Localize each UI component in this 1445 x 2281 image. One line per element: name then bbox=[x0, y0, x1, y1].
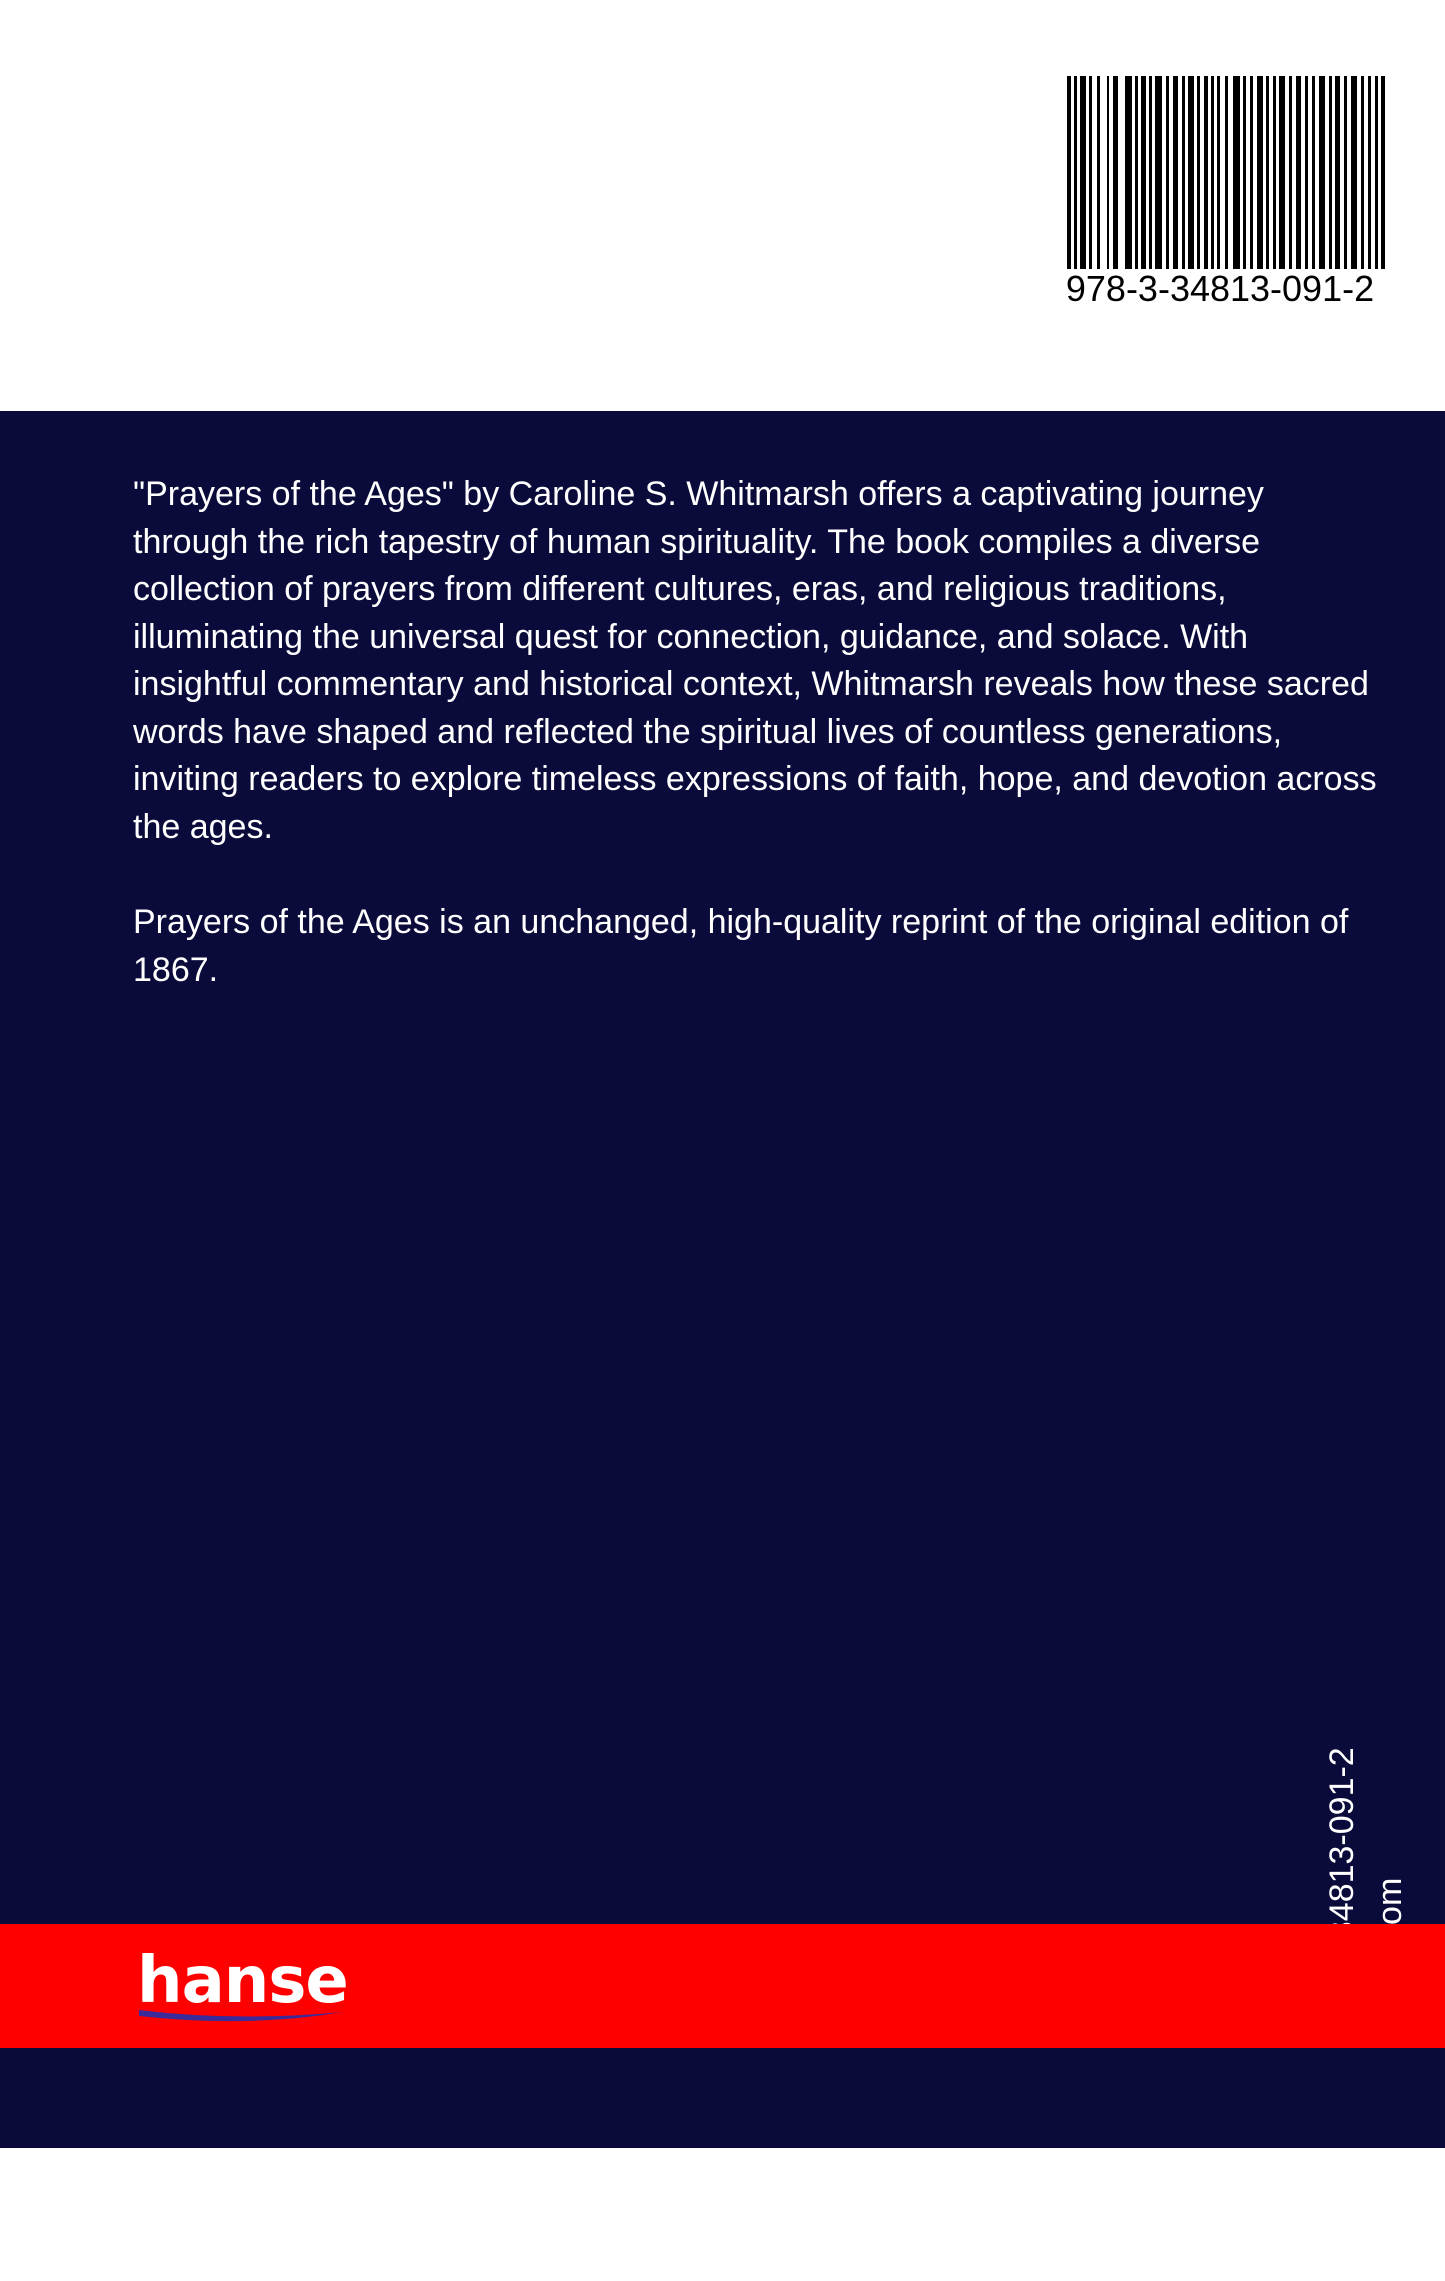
logo-text: hanse bbox=[137, 1944, 348, 2018]
barcode-bars bbox=[1067, 76, 1385, 269]
hanse-logo bbox=[137, 1944, 357, 2030]
barcode bbox=[1055, 72, 1385, 322]
barcode-number: 978-3-34813-091-2 bbox=[1065, 268, 1375, 309]
publisher-band bbox=[0, 1924, 1445, 2048]
description-paragraph-2: Prayers of the Ages is an unchanged, high-quality reprint of the original edition of 1867. bbox=[133, 903, 1349, 989]
book-description bbox=[133, 471, 1383, 1042]
cover-top-area bbox=[0, 0, 1445, 411]
bottom-strip bbox=[0, 2048, 1445, 2148]
logo-swoosh-icon bbox=[137, 2004, 347, 2024]
back-cover-panel bbox=[0, 411, 1445, 1924]
description-paragraph-1: "Prayers of the Ages" by Caroline S. Whitmarsh offers a captivating journey through the rich tapestry of human spirituality. The book compiles a diverse collection of prayers from different cultures, eras, and religious traditions, illuminating the universal quest for connection, guidance, and solace. With insightful commentary and historical context, Whitmarsh reveals how these sacred words have shaped and reflected the spiritual lives of countless generations, inviting readers to explore timeless expressions of faith, hope, and devotion across the ages. bbox=[133, 475, 1377, 846]
